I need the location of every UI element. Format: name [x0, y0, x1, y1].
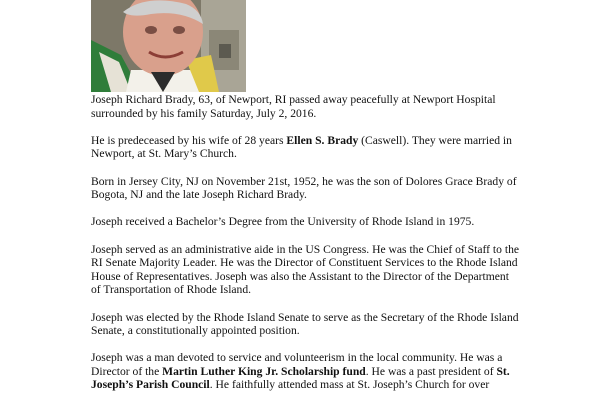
paragraph-birth: Born in Jersey City, NJ on November 21st, 1952, he was the son of Dolores Grace Brady of Bogota, NJ and the late Joseph Richard Brady.: [91, 174, 517, 202]
paragraph-senate: Joseph was elected by the Rhode Island Senate to serve as the Secretary of the Rhode Island Senate, a constitutionally appointed position.: [91, 310, 519, 338]
spouse-name: Ellen S. Brady: [286, 133, 359, 147]
paragraph-death-notice: Joseph Richard Brady, 63, of Newport, RI passed away peacefully at Newport Hospital surrounded by his family Saturday, July 2, 2016.: [91, 93, 496, 120]
scholarship-fund-name: Martin Luther King Jr. Scholarship fund: [162, 364, 366, 378]
portrait-photo: [91, 0, 246, 92]
paragraph-spouse: He is predeceased by his wife of 28 years Ellen S. Brady (Caswell). They were married in Newport, at St. Mary’s Church.: [91, 133, 512, 161]
paragraph-career: Joseph served as an administrative aide in the US Congress. He was the Chief of Staff to the RI Senate Majority Leader. He was the Director of Constituent Services to the Rhode Island House of Representatives. Joseph was also the Assistant to the Director of the Department of Transportation of Rhode Island.: [91, 242, 520, 297]
paragraph-service: Joseph was a man devoted to service and volunteerism in the local community. He was a Director of the Martin Luther King Jr. Scholarship fund. He was a past president of St. Joseph’s Parish Council. He faithfully attended mass at St. Joseph’s Church for over: [91, 351, 510, 392]
parish-council-name: St. Joseph’s Parish Council: [91, 364, 510, 392]
obituary-text: [91, 93, 521, 406]
portrait-image: [91, 0, 246, 92]
paragraph-education: Joseph received a Bachelor’s Degree from the University of Rhode Island in 1975.: [91, 215, 475, 229]
